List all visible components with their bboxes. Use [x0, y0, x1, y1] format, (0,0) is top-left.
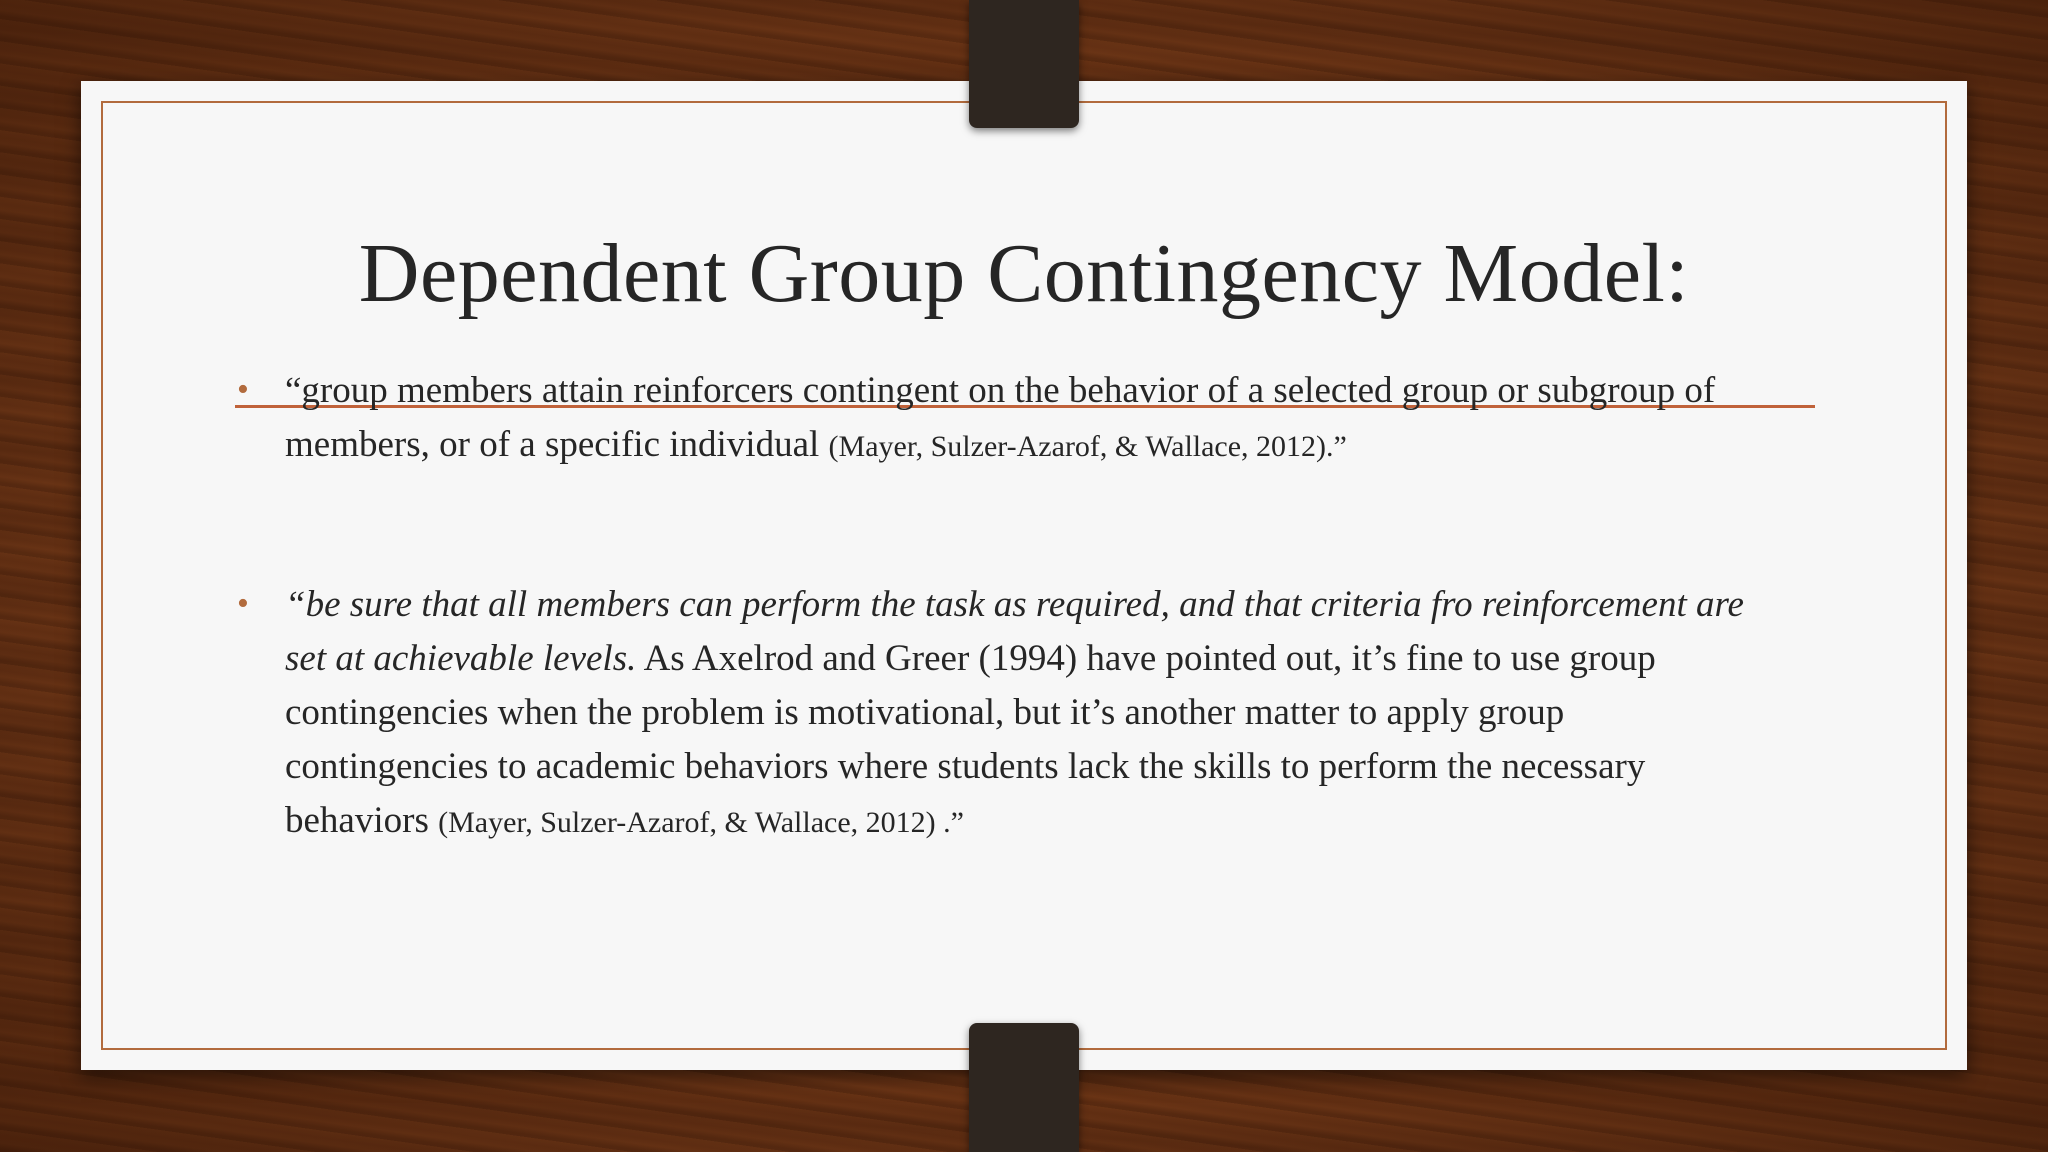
bullet-text: “group members attain reinforcers contingent on the behavior of a selected group or subgroup of members, or of a specific individual — [285, 370, 1716, 465]
bullet-item-2 — [237, 578, 1745, 850]
bullet-dot-icon: • — [237, 585, 249, 622]
bullet-dot-icon: • — [237, 371, 249, 408]
bottom-clip — [969, 1023, 1079, 1152]
top-clip — [969, 0, 1079, 128]
bullet-citation: (Mayer, Sulzer-Azarof, & Wallace, 2012).” — [828, 430, 1347, 463]
bullet-citation: (Mayer, Sulzer-Azarof, & Wallace, 2012) .” — [438, 806, 964, 839]
bullet-item-1 — [237, 364, 1745, 474]
bullet-italic-quote: “be sure that all members can perform the task as required, and that criteria fro reinforcement are set at achievable levels. — [285, 584, 1744, 679]
bullet-text: As Axelrod and Greer (1994) have pointed out, it’s fine to use group contingencies when the problem is motivational, but it’s another matter to apply group contingencies to academic behaviors where students lack the skills to perform the necessary behaviors — [285, 638, 1656, 841]
slide-title: Dependent Group Contingency Model: — [358, 227, 1690, 320]
